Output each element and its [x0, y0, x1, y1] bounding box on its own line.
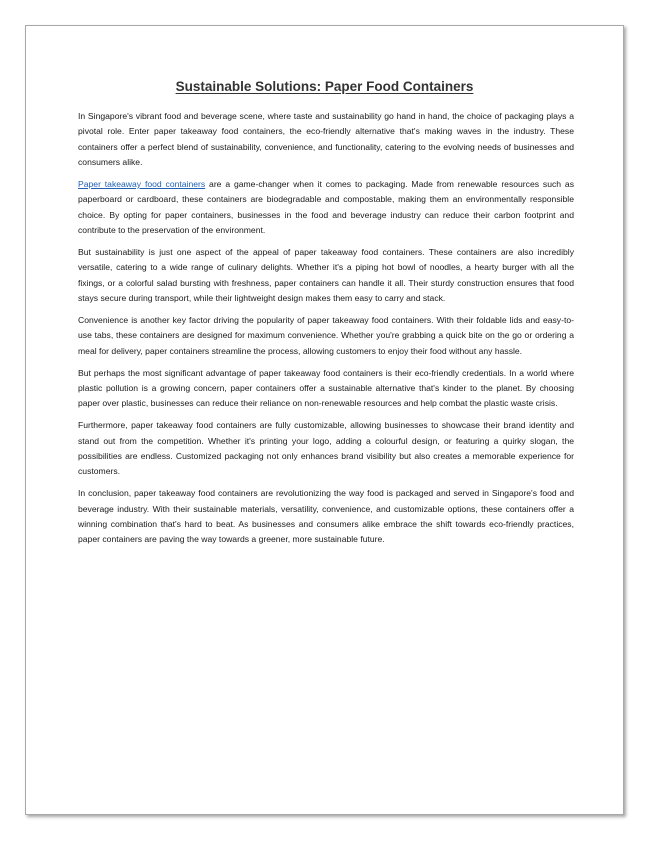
paragraph-text: are a game-changer when it comes to packaging. Made from renewable resources such as paperboard or cardboard, these containers are biodegradable and compostable, making them an environmentally responsible choice. By opting for paper containers, businesses in the food and beverage industry can reduce their carbon footprint and contribute to the preservation of the environment.	[78, 178, 574, 235]
paragraph-intro	[78, 109, 574, 170]
paragraph-versatility	[78, 245, 574, 306]
paragraph-text: Convenience is another key factor driving the popularity of paper takeaway food containers. With their foldable lids and easy-to-use tabs, these containers are designed for maximum convenience. Whether you're grabbing a quick bite on the go or ordering a meal for delivery, paper containers streamline the process, allowing customers to enjoy their food without any hassle.	[78, 314, 574, 356]
paragraph-eco-friendly	[78, 366, 574, 412]
paper-containers-link[interactable]: Paper takeaway food containers	[78, 178, 206, 189]
paragraph-convenience	[78, 313, 574, 359]
document-body	[78, 109, 574, 554]
paragraph-text: In conclusion, paper takeaway food containers are revolutionizing the way food is packaged and served in Singapore's food and beverage industry. With their sustainable materials, versatility, convenience, and customizable options, these containers offer a winning combination that's hard to beat. As businesses and consumers alike embrace the shift towards eco-friendly practices, paper containers are paving the way towards a greener, more sustainable future.	[78, 488, 574, 545]
document-title: Sustainable Solutions: Paper Food Containers	[175, 79, 474, 94]
paragraph-text: Furthermore, paper takeaway food containers are fully customizable, allowing businesses to showcase their brand identity and stand out from the competition. Whether it's printing your logo, adding a colourful design, or featuring a quirky slogan, the possibilities are endless. Customized packaging not only enhances brand visibility but also creates a memorable experience for customers.	[78, 420, 574, 477]
paragraph-conclusion	[78, 486, 574, 547]
paragraph-game-changer	[78, 177, 574, 238]
paragraph-text: But sustainability is just one aspect of the appeal of paper takeaway food containers. These containers are also incredibly versatile, catering to a wide range of culinary delights. Whether it's a piping hot bowl of noodles, a hearty burger with all the fixings, or a colorful salad bursting with freshness, paper containers can handle it all. Their sturdy construction ensures that food stays secure during transport, while their lightweight design makes them easy to carry and stack.	[78, 246, 574, 303]
document-page	[25, 25, 624, 815]
paragraph-text: But perhaps the most significant advantage of paper takeaway food containers is their eco-friendly credentials. In a world where plastic pollution is a growing concern, paper containers offer a sustainable alternative that's kinder to the planet. By choosing paper over plastic, businesses can reduce their reliance on non-renewable resources and help combat the plastic waste crisis.	[78, 367, 574, 409]
paragraph-text: In Singapore's vibrant food and beverage scene, where taste and sustainability go hand in hand, the choice of packaging plays a pivotal role. Enter paper takeaway food containers, the eco-friendly alternative that's making waves in the industry. These containers offer a perfect blend of sustainability, convenience, and functionality, catering to the evolving needs of businesses and consumers alike.	[78, 111, 574, 167]
paragraph-customizable	[78, 418, 574, 479]
